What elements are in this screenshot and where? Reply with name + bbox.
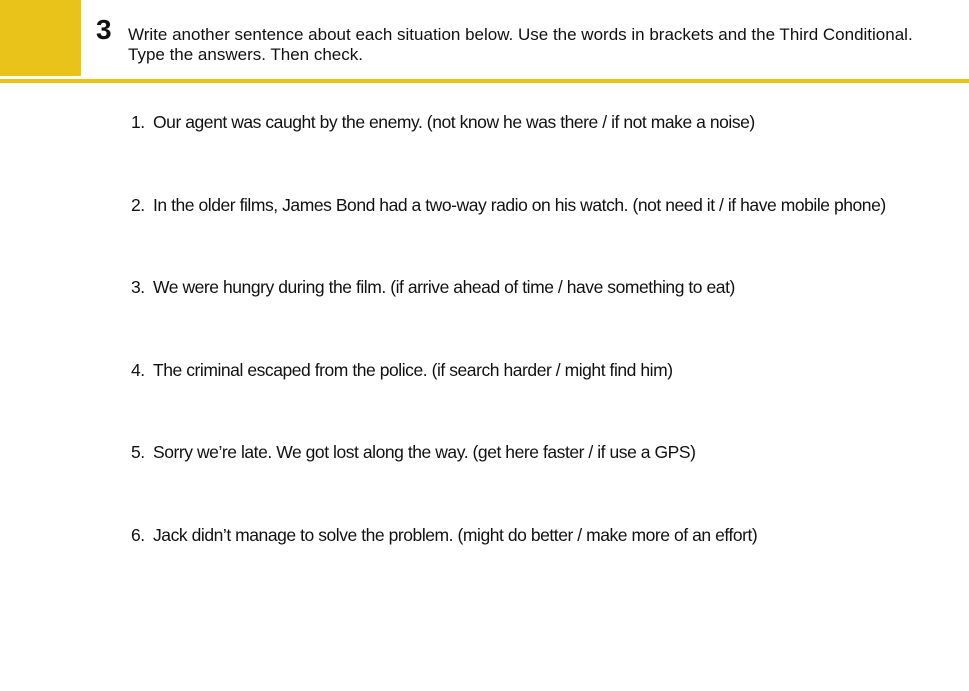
exercise-number: 3 <box>96 14 112 45</box>
item-text: Sorry we’re late. We got lost along the way. (get here faster / if use a GPS) <box>153 442 696 463</box>
item-text: Our agent was caught by the enemy. (not know he was there / if not make a noise) <box>153 112 755 132</box>
item-text: The criminal escaped from the police. (if search harder / might find him) <box>153 359 673 380</box>
item-text: In the older films, James Bond had a two-way radio on his watch. (not need it / if have mobile phone) <box>153 194 886 215</box>
exercise-instructions: Write another sentence about each situation below. Use the words in brackets and the Third Conditional. Type the answers. Then check. <box>128 25 913 64</box>
exercise-items <box>131 111 961 607</box>
item-number: 4. <box>131 359 145 380</box>
exercise-item <box>131 359 961 442</box>
item-number: 2. <box>131 194 145 215</box>
exercise-item <box>131 276 961 359</box>
exercise-header <box>0 0 969 84</box>
header-accent-block <box>0 0 81 76</box>
item-text: Jack didn’t manage to solve the problem. (might do better / make more of an effort) <box>153 524 758 545</box>
exercise-item <box>131 441 961 524</box>
exercise-item <box>131 111 961 194</box>
item-text: We were hungry during the film. (if arrive ahead of time / have something to eat) <box>153 277 735 298</box>
item-number: 1. <box>131 112 145 132</box>
header-divider <box>0 79 969 83</box>
item-number: 6. <box>131 524 145 545</box>
item-number: 5. <box>131 442 145 463</box>
exercise-item <box>131 194 961 277</box>
item-number: 3. <box>131 277 145 298</box>
exercise-item <box>131 524 961 607</box>
